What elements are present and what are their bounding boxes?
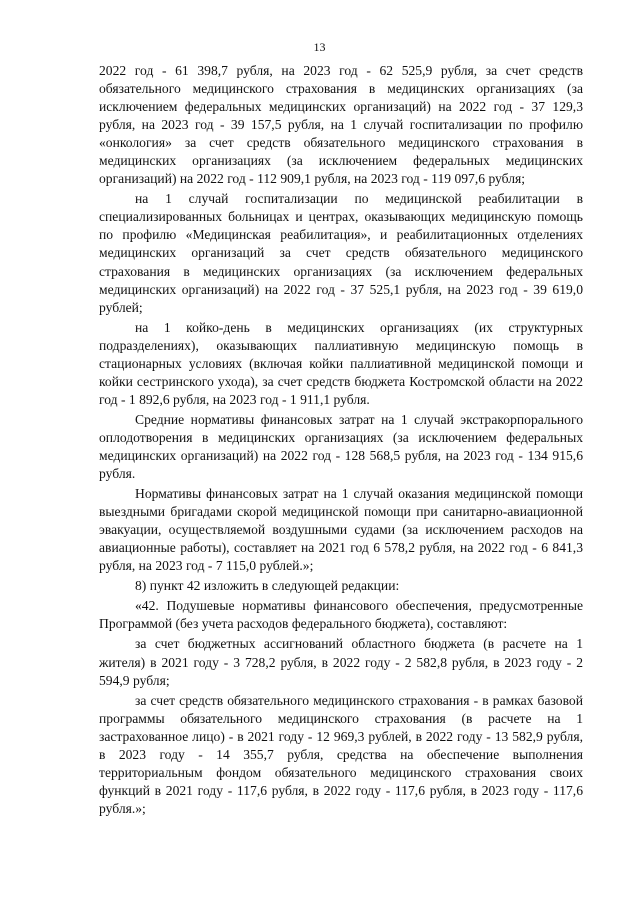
paragraph-4: Средние нормативы финансовых затрат на 1 случай экстракорпорального оплодотворения в медицинских организациях (за исключением федеральных медицинских организаций) на 2022 год - 128 568,5 рубля, на 2023 год - 134 915,6 рубля.: [99, 411, 583, 482]
page-number: 13: [313, 40, 326, 54]
paragraph-5: Нормативы финансовых затрат на 1 случай оказания медицинской помощи выездными бригадами скорой медицинской помощи при санитарно-авиационной эвакуации, осуществляемой воздушными судами (за исключением расходов на авиационные работы), составляет на 2021 год 6 578,2 рубля, на 2022 год - 6 841,3 рубля, на 2023 год - 7 115,0 рублей.»;: [99, 486, 583, 574]
document-body: [99, 62, 583, 820]
paragraph-7: «42. Подушевые нормативы финансового обеспечения, предусмотренные Программой (без учета расходов федерального бюджета), составляют:: [99, 598, 583, 632]
paragraph-9: за счет средств обязательного медицинского страхования - в рамках базовой программы обязательного медицинского страхования (в расчете на 1 застрахованное лицо) - в 2021 году - 12 969,3 рублей, в 2022 году - 13 582,9 рубля, в 2023 году - 14 355,7 рубля, средства на обеспечение выполнения территориальным фондом обязательного медицинского страхования своих функций в 2021 году - 117,6 рубля, в 2022 году - 117,6 рубля, в 2023 году - 117,6 рубля.»;: [99, 692, 583, 816]
paragraph-3: на 1 койко-день в медицинских организациях (их структурных подразделениях), оказывающих паллиативную медицинскую помощь в стационарных условиях (включая койки паллиативной медицинской помощи и койки сестринского ухода), за счет средств бюджета Костромской области на 2022 год - 1 892,6 рубля, на 2023 год - 1 911,1 рубля.: [99, 319, 583, 407]
paragraph-1: 2022 год - 61 398,7 рубля, на 2023 год - 62 525,9 рубля, за счет средств обязательного медицинского страхования в медицинских организациях (за исключением федеральных медицинских организаций) на 2022 год - 37 129,3 рубля, на 2023 год - 39 157,5 рубля, на 1 случай госпитализации по профилю «онкология» за счет средств обязательного медицинского страхования в медицинских организациях (за исключением федеральных медицинских организаций) на 2022 год - 112 909,1 рубля, на 2023 год - 119 097,6 рубля;: [99, 63, 583, 187]
paragraph-2: на 1 случай госпитализации по медицинской реабилитации в специализированных больницах и центрах, оказывающих медицинскую помощь по профилю «Медицинская реабилитация», и реабилитационных отделениях медицинских организаций за счет средств обязательного медицинского страхования в медицинских организациях (за исключением федеральных медицинских организаций) на 2022 год - 37 525,1 рубля, на 2023 год - 39 619,0 рублей;: [99, 191, 583, 315]
paragraph-6: 8) пункт 42 изложить в следующей редакции:: [135, 578, 400, 594]
paragraph-8: за счет бюджетных ассигнований областного бюджета (в расчете на 1 жителя) в 2021 году - 3 728,2 рубля, в 2022 году - 2 582,8 рубля, в 2023 году - 2 594,9 рубля;: [99, 636, 583, 688]
